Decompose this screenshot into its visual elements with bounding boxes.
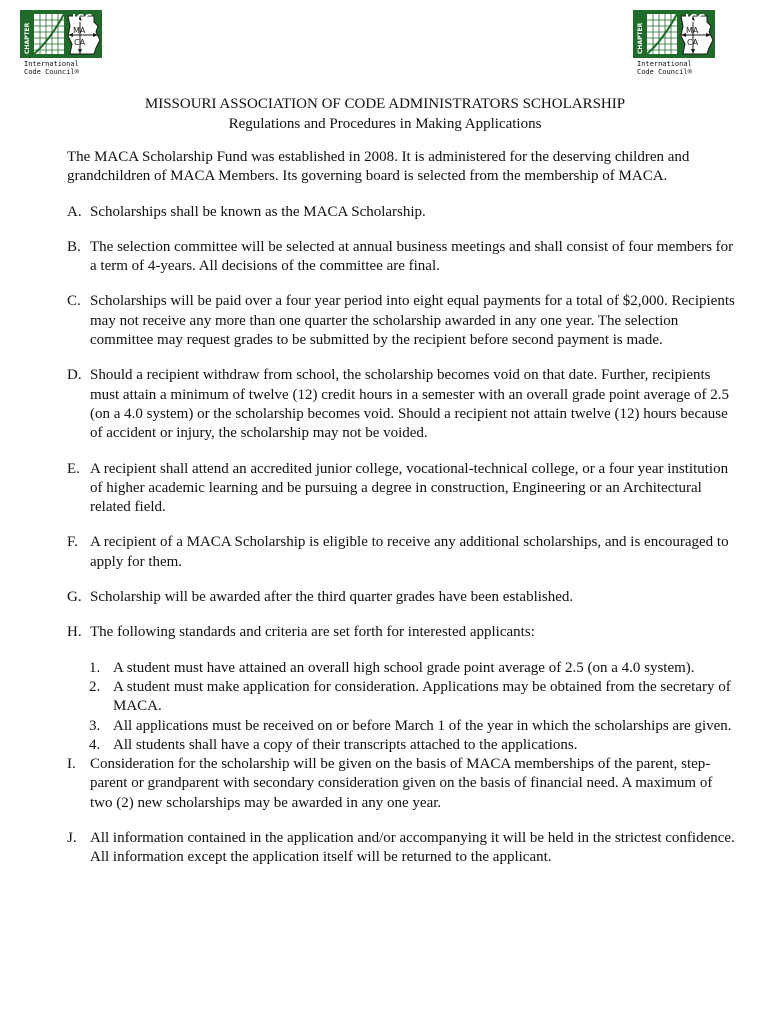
logo-map-text-1: MA bbox=[73, 26, 86, 35]
criteria-item bbox=[67, 659, 737, 678]
item-text: Scholarship will be awarded after the third quarter grades have been established. bbox=[90, 589, 574, 606]
maca-logo-right bbox=[633, 10, 715, 82]
criteria-number: 1. bbox=[89, 659, 101, 676]
logo-caption-line2: Code Council® bbox=[637, 68, 692, 76]
criteria-list bbox=[67, 659, 737, 755]
intro-paragraph: The MACA Scholarship Fund was established in 2008. It is administered for the deserving children and grandchildren of MACA Members. Its governing board is selected from the membership of MACA. bbox=[67, 149, 690, 185]
criteria-item bbox=[67, 717, 737, 736]
item-text: Should a recipient withdraw from school, the scholarship becomes void on that date. Further, recipients must attain a minimum of twelve (12) credit hours in a semester with an overall grade point average of 2.5 (on a 4.0 system) or the scholarship becomes void. Should a recipient not attain twelve (12) hours because of accident or injury, the scholarship may not be voided. bbox=[90, 367, 729, 442]
item-label: C. bbox=[67, 293, 81, 310]
maca-logo-left bbox=[20, 10, 102, 82]
logo-chapter-text: CHAPTER bbox=[24, 22, 31, 54]
item-label: B. bbox=[67, 238, 81, 255]
item-label: E. bbox=[67, 460, 80, 477]
criteria-number: 2. bbox=[89, 678, 101, 695]
logo-map-text-1: MA bbox=[686, 26, 699, 35]
criteria-item bbox=[67, 678, 737, 717]
criteria-item bbox=[67, 736, 737, 755]
list-item bbox=[67, 623, 737, 642]
item-text: The following standards and criteria are set forth for interested applicants: bbox=[90, 624, 535, 641]
document-body bbox=[67, 148, 737, 884]
item-text: All information contained in the application and/or accompanying it will be held in the strictest confidence. All information except the application itself will be returned to the applicant. bbox=[90, 830, 735, 866]
logo-caption bbox=[637, 60, 711, 76]
list-item bbox=[67, 366, 737, 443]
item-text: Consideration for the scholarship will be given on the basis of MACA memberships of the parent, step-parent or grandparent with secondary consideration given on the basis of financial need. A maximum of two (2) new scholarships may be awarded in any one year. bbox=[90, 756, 713, 811]
document-subtitle: Regulations and Procedures in Making Applications bbox=[228, 116, 542, 132]
logo-caption-line1: International bbox=[637, 60, 692, 68]
list-item bbox=[67, 292, 737, 350]
criteria-number: 4. bbox=[89, 736, 101, 753]
item-label: I. bbox=[67, 756, 76, 773]
item-label: D. bbox=[67, 367, 82, 384]
item-label: A. bbox=[67, 203, 82, 220]
item-text: A recipient shall attend an accredited junior college, vocational-technical college, or a four year institution of higher academic learning and be pursuing a degree in construction, Engineering or an Architectural related field. bbox=[90, 460, 729, 516]
item-label: F. bbox=[67, 534, 78, 551]
document-header bbox=[0, 94, 770, 134]
item-label: J. bbox=[67, 830, 77, 847]
list-item bbox=[67, 533, 737, 572]
logo-caption bbox=[24, 60, 98, 76]
logo-caption-line1: International bbox=[24, 60, 79, 68]
list-item bbox=[67, 829, 737, 868]
logo-chapter-text: CHAPTER bbox=[637, 22, 644, 54]
icc-chapter-emblem bbox=[633, 10, 715, 60]
logo-caption-line2: Code Council® bbox=[24, 68, 79, 76]
criteria-text: All students shall have a copy of their transcripts attached to the applications. bbox=[113, 736, 578, 753]
criteria-text: A student must make application for consideration. Applications may be obtained from the secretary of MACA. bbox=[113, 678, 731, 715]
item-text: Scholarships will be paid over a four year period into eight equal payments for a total of $2,000. Recipients may not receive any more than one quarter the scholarship awarded in any one year. The selection committee may request grades to be submitted by the recipient before second payment is made. bbox=[90, 293, 735, 349]
logo-map-text-2: CA bbox=[687, 38, 699, 47]
logo-icc-text: ICC bbox=[685, 12, 706, 25]
logo-icc-text: ICC bbox=[72, 12, 93, 25]
item-label: G. bbox=[67, 589, 82, 606]
document-title: MISSOURI ASSOCIATION OF CODE ADMINISTRATORS SCHOLARSHIP bbox=[144, 96, 626, 112]
item-text: A recipient of a MACA Scholarship is eligible to receive any additional scholarships, and is encouraged to apply for them. bbox=[90, 534, 729, 570]
list-item bbox=[67, 460, 737, 518]
criteria-number: 3. bbox=[89, 717, 101, 734]
list-item bbox=[67, 755, 737, 813]
item-text: Scholarships shall be known as the MACA Scholarship. bbox=[90, 203, 426, 220]
list-item bbox=[67, 203, 737, 222]
list-item bbox=[67, 238, 737, 277]
logo-map-text-2: CA bbox=[74, 38, 86, 47]
criteria-text: All applications must be received on or before March 1 of the year in which the scholarships are given. bbox=[113, 717, 732, 734]
item-label: H. bbox=[67, 624, 82, 641]
icc-chapter-emblem bbox=[20, 10, 102, 60]
list-item bbox=[67, 588, 737, 607]
criteria-text: A student must have attained an overall high school grade point average of 2.5 (on a 4.0 system). bbox=[113, 659, 695, 676]
item-text: The selection committee will be selected at annual business meetings and shall consist of four members for a term of 4-years. All decisions of the committee are final. bbox=[90, 238, 734, 275]
